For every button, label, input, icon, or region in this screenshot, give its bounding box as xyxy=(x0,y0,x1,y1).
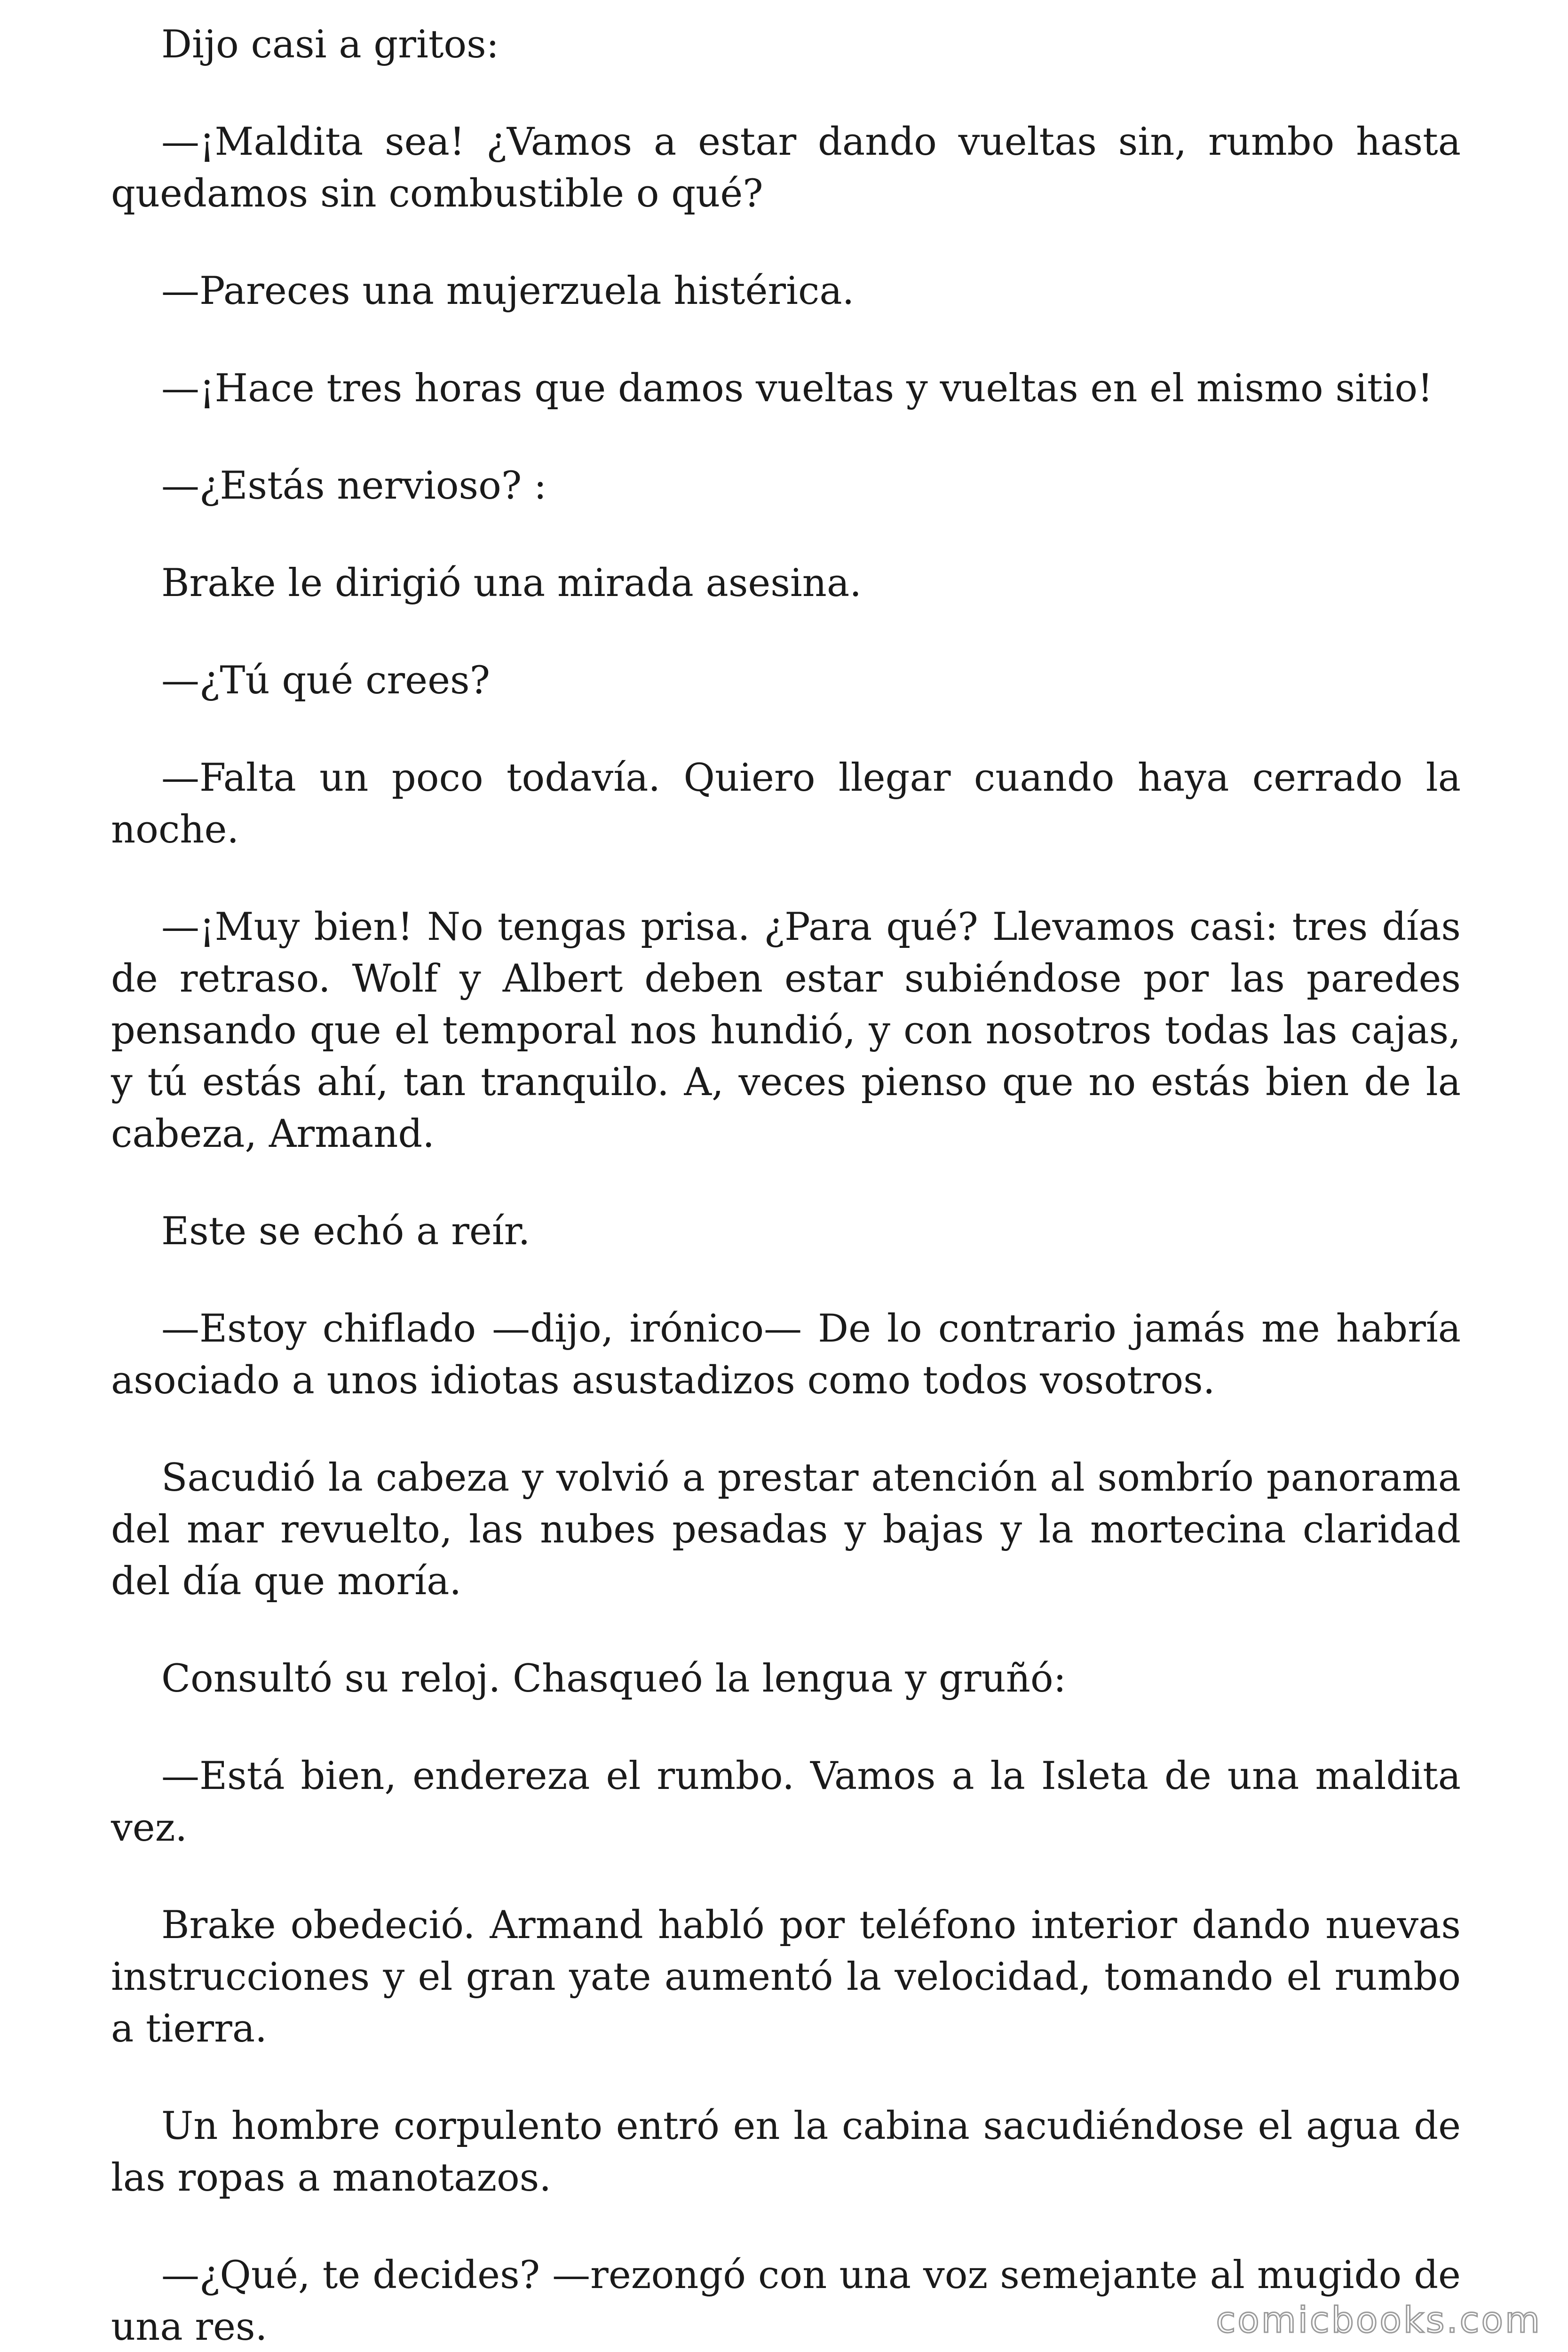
paragraph: —¿Estás nervioso? : xyxy=(161,464,547,508)
watermark: comicbooks.com xyxy=(1216,2299,1542,2341)
paragraph: Brake obedeció. Armand habló por teléfono interior dando nuevas instrucciones y el gran yate aumentó la velocidad, tomando el rumbo a tierra. xyxy=(111,1903,1461,2051)
paragraph: Este se echó a reír. xyxy=(161,1209,531,1254)
paragraph: Consultó su reloj. Chasqueó la lengua y gruñó: xyxy=(161,1657,1066,1701)
paragraph: —Estoy chiflado —dijo, irónico— De lo contrario jamás me habría asociado a unos idiotas asustadizos como todos vosotros. xyxy=(111,1307,1461,1403)
paragraph: Sacudió la cabeza y volvió a prestar atención al sombrío panorama del mar revuelto, las nubes pesadas y bajas y la mortecina claridad del día que moría. xyxy=(111,1456,1461,1604)
book-page xyxy=(111,0,1461,2352)
paragraph: Brake le dirigió una mirada asesina. xyxy=(161,561,862,605)
paragraph: —Pareces una mujerzuela histérica. xyxy=(161,269,855,313)
paragraph: —¡Muy bien! No tengas prisa. ¿Para qué? Llevamos casi: tres días de retraso. Wolf y Albert deben estar subiéndose por las paredes pensando que el temporal nos hundió, y con nosotros todas las cajas, y tú estás ahí, tan tranquilo. A, veces pienso que no estás bien de la cabeza, Armand. xyxy=(111,905,1461,1156)
paragraph: —Falta un poco todavía. Quiero llegar cuando haya cerrado la noche. xyxy=(111,756,1461,852)
paragraph: Dijo casi a gritos: xyxy=(161,23,499,67)
paragraph: —¡Maldita sea! ¿Vamos a estar dando vueltas sin, rumbo hasta quedamos sin combustible o qué? xyxy=(111,120,1461,216)
paragraph: Un hombre corpulento entró en la cabina sacudiéndose el agua de las ropas a manotazos. xyxy=(111,2104,1461,2200)
paragraph: —¿Tú qué crees? xyxy=(161,659,491,703)
paragraph: —Está bien, endereza el rumbo. Vamos a la Isleta de una maldita vez. xyxy=(111,1754,1461,1850)
paragraph: —¡Hace tres horas que damos vueltas y vueltas en el mismo sitio! xyxy=(161,366,1433,411)
paragraph: —¿Qué, te decides? —rezongó con una voz semejante al mugido de una res. xyxy=(111,2253,1461,2349)
